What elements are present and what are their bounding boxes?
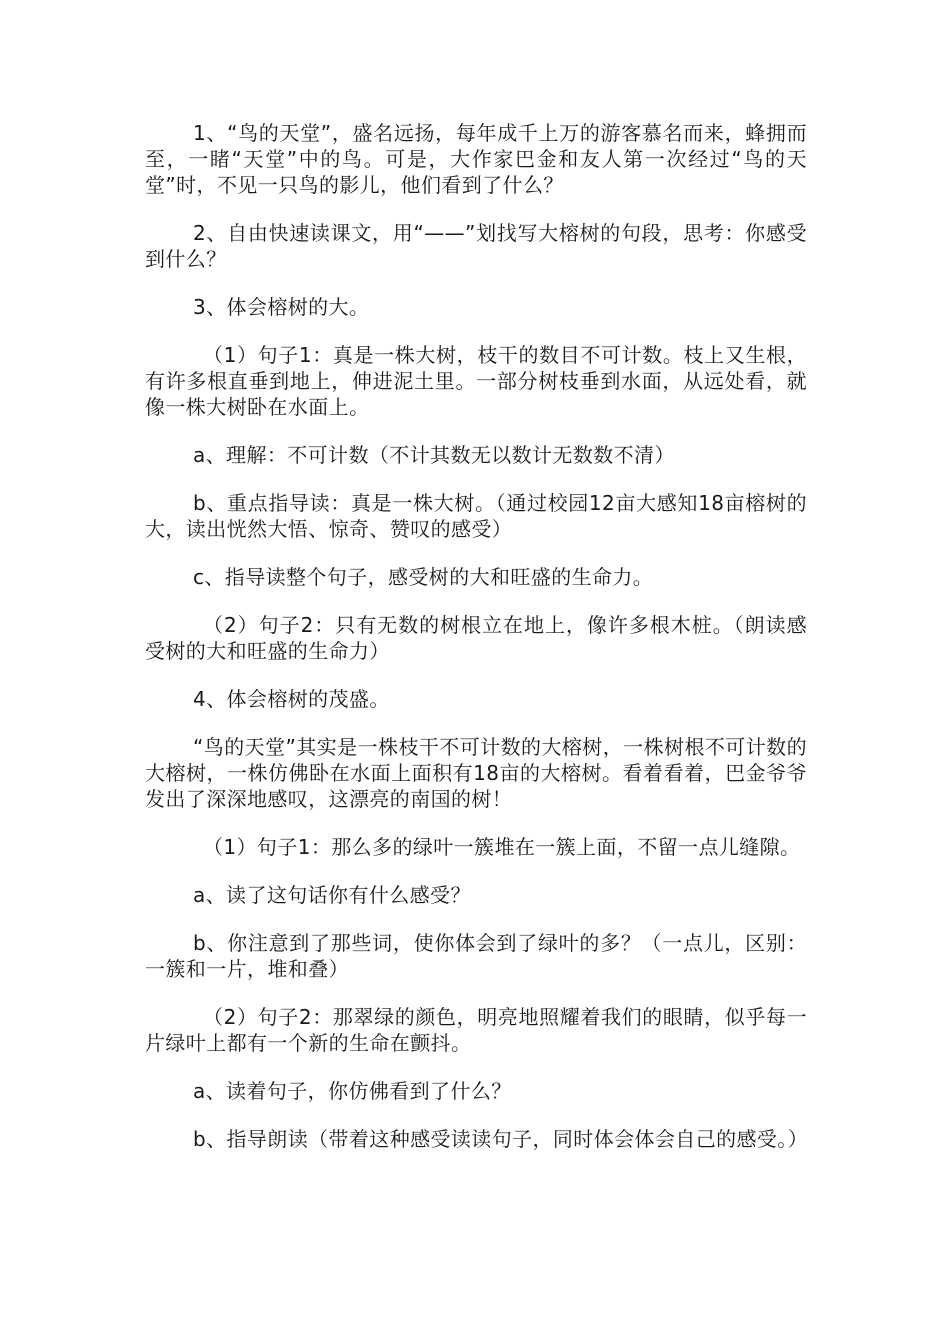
- paragraph: （2）句子2：只有无数的树根立在地上，像许多根木桩。（朗读感受树的大和旺盛的生命力）: [145, 613, 807, 663]
- paragraph: （1）句子1：真是一株大树，枝干的数目不可计数。枝上又生根，有许多根直垂到地上，伸进泥土里。一部分树枝垂到水面，从远处看，就像一株大树卧在水面上。: [145, 343, 807, 419]
- paragraph: c、指导读整个句子，感受树的大和旺盛的生命力。: [193, 565, 654, 589]
- paragraph: （2）句子2：那翠绿的颜色，明亮地照耀着我们的眼睛，似乎每一片绿叶上都有一个新的生命在颤抖。: [145, 1005, 807, 1055]
- paragraph: b、重点指导读：真是一株大树。（通过校园12亩大感知18亩榕树的大，读出恍然大悟、惊奇、赞叹的感受）: [145, 491, 807, 541]
- paragraph: a、读着句子，你仿佛看到了什么？: [193, 1079, 512, 1103]
- paragraph: 2、自由快速读课文，用“——”划找写大榕树的句段，思考：你感受到什么？: [145, 221, 807, 271]
- paragraph: （1）句子1：那么多的绿叶一簇堆在一簇上面，不留一点儿缝隙。: [203, 835, 801, 859]
- paragraph: 3、体会榕树的大。: [193, 295, 370, 319]
- paragraph: 1、“鸟的天堂”，盛名远扬，每年成千上万的游客慕名而来，蜂拥而至，一睹“天堂”中的鸟。可是，大作家巴金和友人第一次经过“鸟的天堂”时，不见一只鸟的影儿，他们看到了什么？: [145, 121, 807, 197]
- paragraph: a、理解：不可计数（不计其数无以数计无数数不清）: [193, 443, 675, 467]
- paragraph: “鸟的天堂”其实是一株枝干不可计数的大榕树，一株树根不可计数的大榕树，一株仿佛卧在水面上面积有18亩的大榕树。看着看着，巴金爷爷发出了深深地感叹，这漂亮的南国的树！: [145, 735, 807, 811]
- paragraph: a、读了这句话你有什么感受？: [193, 883, 471, 907]
- document-body: [145, 120, 807, 1174]
- paragraph: 4、体会榕树的茂盛。: [193, 687, 390, 711]
- paragraph: b、你注意到了那些词，使你体会到了绿叶的多？（一点儿，区别：一簇和一片，堆和叠）: [145, 931, 807, 981]
- paragraph: b、指导朗读（带着这种感受读读句子，同时体会体会自己的感受。）: [193, 1127, 809, 1151]
